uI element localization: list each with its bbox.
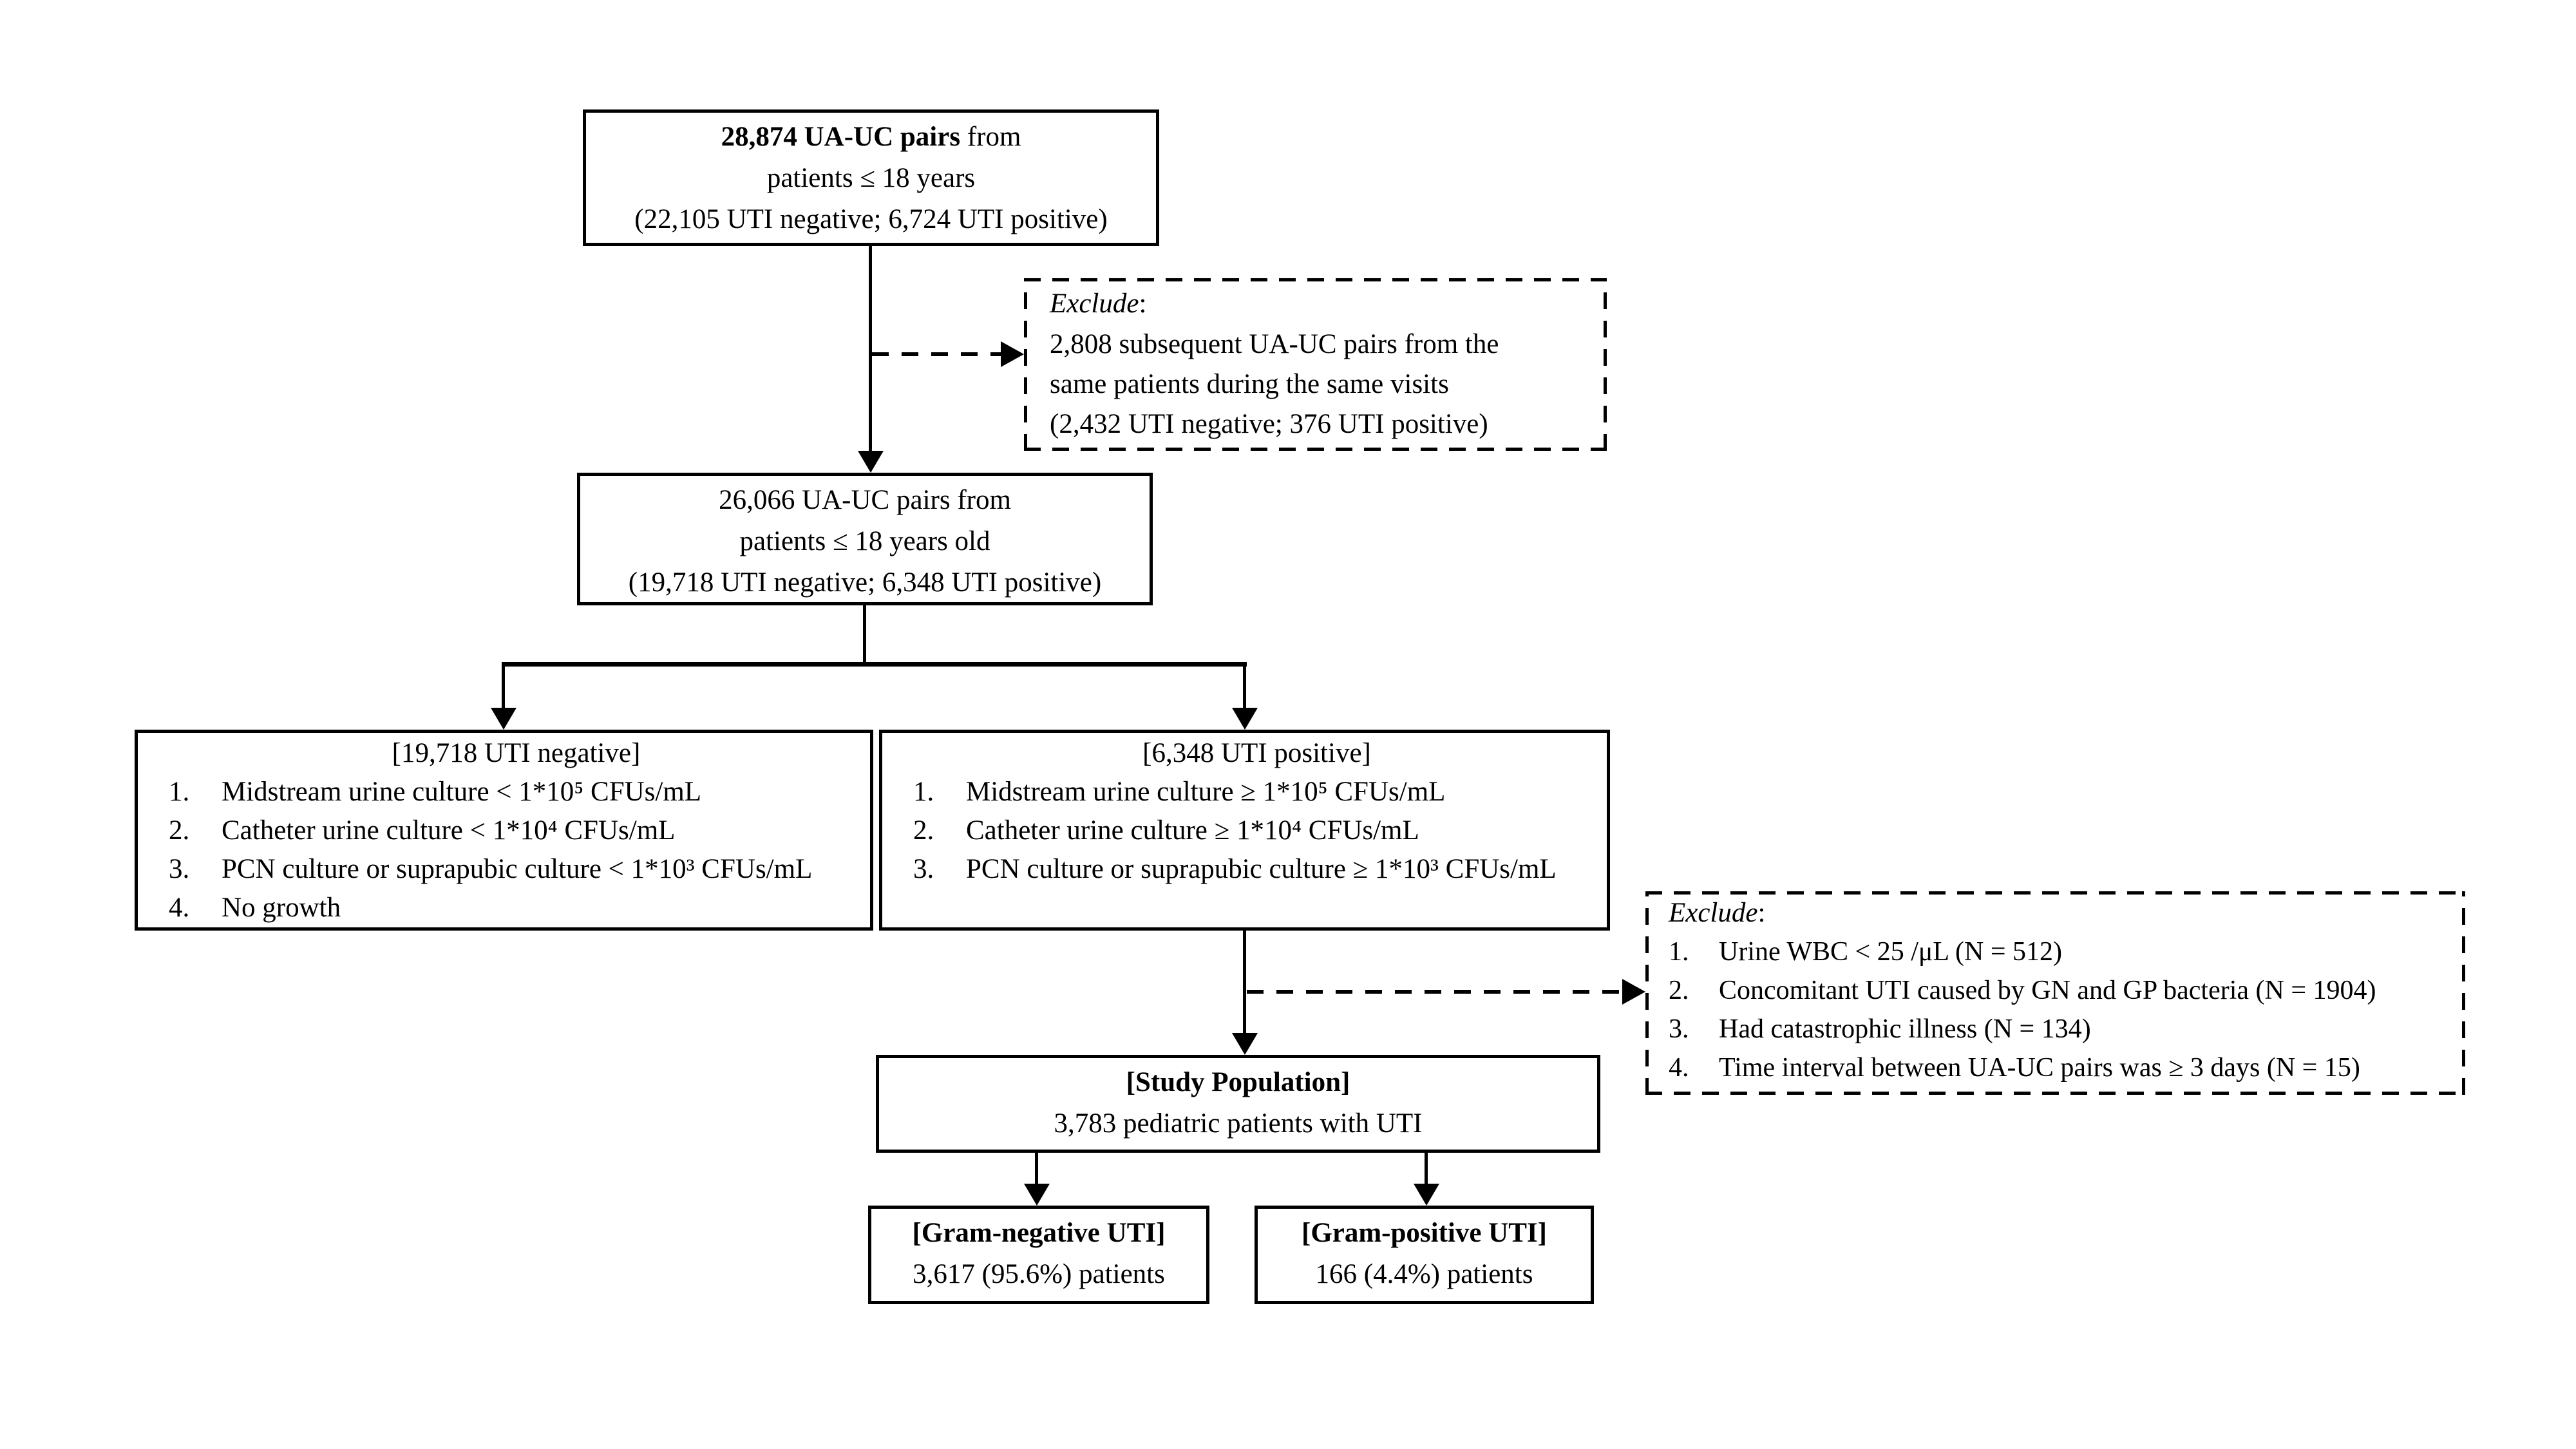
exclude-1-line3: (2,432 UTI negative; 376 UTI positive) <box>1050 409 1488 439</box>
exclude-2-item-4 <box>1669 1048 2465 1087</box>
second-box-line3: (19,718 UTI negative; 6,348 UTI positive) <box>628 567 1102 598</box>
item-number: 2. <box>169 815 190 846</box>
item-text: PCN culture or suprapubic culture < 1*10³ CFUs/mL <box>222 854 813 884</box>
uti-positive-box <box>879 730 1610 931</box>
connector-second-to-split-line <box>863 605 866 666</box>
connector-split-to-negative-line <box>502 662 505 708</box>
exclude-box-1 <box>1024 278 1607 451</box>
item-number: 1. <box>169 777 190 807</box>
exclude-1-label <box>1050 283 1607 325</box>
connector-split-to-positive-line <box>1243 662 1246 708</box>
exclude-1-label-colon: : <box>1139 289 1147 319</box>
top-box-line3: (22,105 UTI negative; 6,724 UTI positive) <box>634 204 1108 234</box>
top-box <box>583 109 1159 246</box>
item-text: PCN culture or suprapubic culture ≥ 1*10³ CFUs/mL <box>966 854 1557 884</box>
arrowhead-study-to-gram-negative <box>1024 1184 1050 1206</box>
top-box-line1 <box>586 117 1156 158</box>
connector-study-to-gram-negative-line <box>1035 1153 1038 1184</box>
gram-negative-line: 3,617 (95.6%) patients <box>913 1259 1165 1289</box>
study-population-line: 3,783 pediatric patients with UTI <box>1054 1108 1423 1139</box>
arrowhead-study-to-gram-positive <box>1414 1184 1439 1206</box>
item-text: Concomitant UTI caused by GN and GP bacteria (N = 1904) <box>1719 976 2376 1005</box>
uti-positive-item-1 <box>913 773 1600 811</box>
item-number: 3. <box>1669 1014 1689 1044</box>
top-box-count: 28,874 UA-UC pairs <box>721 122 961 152</box>
study-population-box <box>876 1055 1600 1153</box>
connector-top-to-second-line <box>869 246 872 451</box>
item-number: 2. <box>1669 976 1689 1005</box>
second-box-line2: patients ≤ 18 years old <box>739 526 990 556</box>
uti-negative-title: [19,718 UTI negative] <box>392 738 641 768</box>
connector-positive-to-study-line <box>1243 931 1246 1033</box>
item-number: 2. <box>913 815 934 846</box>
arrowhead-to-exclude-2 <box>1622 979 1645 1005</box>
top-box-line1-rest: from <box>960 122 1021 152</box>
item-number: 3. <box>913 854 934 884</box>
gram-positive-line: 166 (4.4%) patients <box>1315 1259 1533 1289</box>
second-box-line1: 26,066 UA-UC pairs from <box>719 485 1011 515</box>
uti-negative-item-1 <box>169 773 864 811</box>
arrowhead-split-to-negative <box>491 708 516 730</box>
item-text: Midstream urine culture ≥ 1*10⁵ CFUs/mL <box>966 777 1446 807</box>
exclude-1-label-word: Exclude <box>1050 289 1139 319</box>
connector-study-to-gram-positive-line <box>1425 1153 1428 1184</box>
second-box <box>577 473 1153 605</box>
gram-positive-box <box>1255 1206 1594 1304</box>
item-text: Time interval between UA-UC pairs was ≥ 3 days (N = 15) <box>1719 1053 2360 1083</box>
item-text: Urine WBC < 25 /μL (N = 512) <box>1719 937 2062 967</box>
exclude-2-item-1 <box>1669 933 2465 971</box>
split-horizontal-line <box>502 662 1247 667</box>
uti-negative-item-2 <box>169 811 864 850</box>
uti-negative-item-4 <box>169 889 864 927</box>
gram-negative-title: [Gram-negative UTI] <box>912 1218 1166 1248</box>
arrowhead-positive-to-study <box>1232 1033 1258 1055</box>
item-number: 3. <box>169 854 190 884</box>
exclude-2-label <box>1669 894 2465 933</box>
uti-positive-item-3 <box>913 850 1600 889</box>
arrowhead-top-to-second <box>858 451 884 473</box>
item-text: No growth <box>222 893 341 923</box>
gram-positive-title: [Gram-positive UTI] <box>1302 1218 1547 1248</box>
item-number: 4. <box>169 893 190 923</box>
gram-negative-box <box>868 1206 1209 1304</box>
exclude-2-label-colon: : <box>1757 898 1766 928</box>
arrowhead-split-to-positive <box>1232 708 1258 730</box>
arrowhead-to-exclude-1 <box>1001 341 1024 367</box>
exclude-box-2 <box>1645 891 2465 1095</box>
connector-to-exclude-1-line <box>872 352 1001 356</box>
item-number: 1. <box>1669 937 1689 967</box>
uti-negative-box <box>135 730 873 931</box>
exclude-1-line2: same patients during the same visits <box>1050 369 1449 399</box>
exclude-2-item-3 <box>1669 1010 2465 1048</box>
item-text: Midstream urine culture < 1*10⁵ CFUs/mL <box>222 777 702 807</box>
item-number: 4. <box>1669 1053 1689 1083</box>
exclude-2-item-2 <box>1669 971 2465 1010</box>
exclude-1-line1: 2,808 subsequent UA-UC pairs from the <box>1050 329 1499 359</box>
study-population-title: [Study Population] <box>1126 1067 1350 1097</box>
uti-positive-item-2 <box>913 811 1600 850</box>
top-box-line2: patients ≤ 18 years <box>766 163 976 193</box>
item-text: Catheter urine culture ≥ 1*10⁴ CFUs/mL <box>966 815 1419 846</box>
uti-negative-item-3 <box>169 850 864 889</box>
item-number: 1. <box>913 777 934 807</box>
connector-to-exclude-2-line <box>1247 990 1622 994</box>
item-text: Catheter urine culture < 1*10⁴ CFUs/mL <box>222 815 676 846</box>
item-text: Had catastrophic illness (N = 134) <box>1719 1014 2091 1044</box>
uti-positive-title: [6,348 UTI positive] <box>1142 738 1371 768</box>
exclude-2-label-word: Exclude <box>1669 898 1758 928</box>
